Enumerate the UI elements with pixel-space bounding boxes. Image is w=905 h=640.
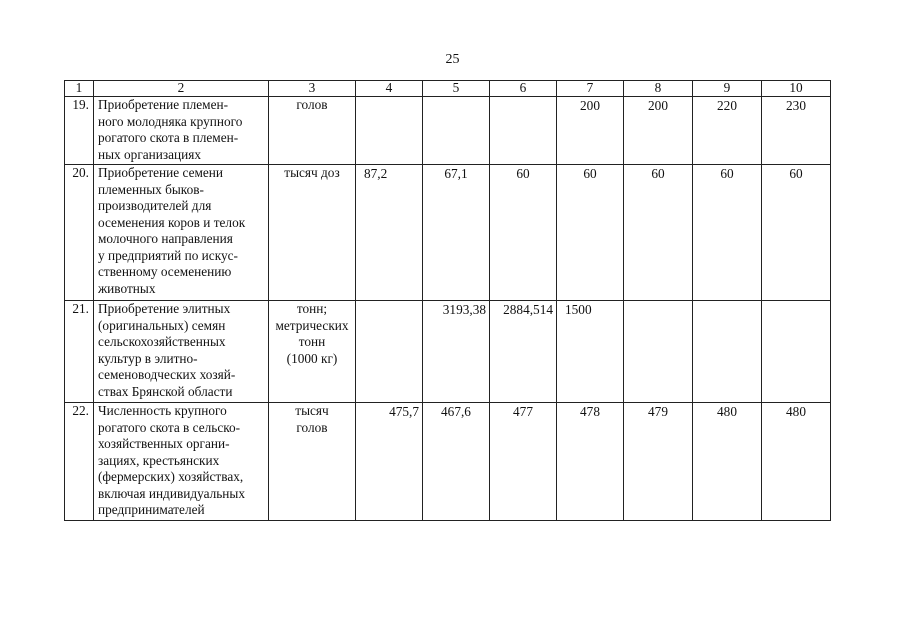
value-cell: 60 [624, 165, 693, 301]
indicator-name-line: культур в элитно- [98, 350, 198, 366]
indicator-name [94, 403, 269, 521]
table-row [65, 165, 831, 301]
column-header: 4 [356, 81, 423, 97]
indicator-name-line: молочного направления [98, 231, 233, 246]
indicator-name-line: рогатого скота в племен- [98, 130, 239, 145]
column-header: 6 [490, 81, 557, 97]
indicator-name-line: ствах Брянской области [98, 383, 233, 399]
value-cell: 67,1 [423, 165, 490, 301]
indicator-name-line: Приобретение семени [98, 165, 224, 180]
indicator-name-line: Приобретение племен- [98, 97, 229, 112]
value-cell: 477 [490, 403, 557, 521]
row-number: 22. [65, 403, 94, 521]
table-header-row [65, 81, 831, 97]
column-header: 2 [94, 81, 269, 97]
table-row [65, 403, 831, 521]
value-cell: 480 [762, 403, 831, 521]
indicator-name-line: (фермерских) хозяйствах, [98, 469, 244, 484]
value-cell: 230 [762, 97, 831, 165]
unit-line: тысяч [295, 403, 329, 418]
column-header: 1 [65, 81, 94, 97]
row-number: 21. [65, 301, 94, 403]
column-header: 5 [423, 81, 490, 97]
indicator-name-line: у предприятий по искус- [98, 247, 238, 263]
unit-line: тысяч доз [284, 165, 340, 180]
indicator-name-line: производителей для [98, 198, 212, 213]
value-cell: 220 [693, 97, 762, 165]
indicator-name-line: предпринимателей [98, 502, 205, 517]
value-cell [490, 97, 557, 165]
unit-line: тонн; [296, 301, 328, 316]
indicator-name-line: включая индивидуальных [98, 485, 245, 501]
indicator-name [94, 97, 269, 165]
indicator-name-line: сельскохозяйственных [98, 334, 226, 349]
indicator-name [94, 301, 269, 403]
indicator-name-line: осеменения коров и телок [98, 214, 246, 230]
column-header: 7 [557, 81, 624, 97]
value-cell: 87,2 [356, 165, 423, 301]
column-header: 9 [693, 81, 762, 97]
value-cell [356, 97, 423, 165]
value-cell [762, 301, 831, 403]
value-cell [423, 97, 490, 165]
indicator-name-line: животных [98, 280, 156, 296]
value-cell: 2884,514 [490, 301, 557, 403]
table-row [65, 301, 831, 403]
value-cell: 60 [762, 165, 831, 301]
data-table [64, 80, 831, 521]
unit-line: голов [296, 419, 328, 435]
unit-line: (1000 кг) [286, 350, 338, 366]
value-cell: 60 [490, 165, 557, 301]
value-cell: 478 [557, 403, 624, 521]
column-header: 8 [624, 81, 693, 97]
row-number: 19. [65, 97, 94, 165]
page-number: 25 [445, 52, 460, 67]
unit-line: метрических [275, 317, 349, 333]
indicator-name-line: ного молодняка крупного [98, 113, 243, 129]
indicator-name-line: Численность крупного [98, 403, 227, 418]
table-row [65, 97, 831, 165]
value-cell: 480 [693, 403, 762, 521]
value-cell: 479 [624, 403, 693, 521]
value-cell: 200 [557, 97, 624, 165]
value-cell: 60 [693, 165, 762, 301]
column-header: 10 [762, 81, 831, 97]
value-cell: 1500 [557, 301, 624, 403]
indicator-name-line: Приобретение элитных [98, 301, 231, 316]
value-cell: 475,7 [356, 403, 423, 521]
column-header: 3 [269, 81, 356, 97]
unit-of-measure [269, 97, 356, 165]
unit-line: тонн [298, 334, 326, 349]
indicator-name-line: рогатого скота в сельско- [98, 419, 241, 435]
indicator-name-line: племенных быков- [98, 181, 204, 197]
row-number: 20. [65, 165, 94, 301]
indicator-name [94, 165, 269, 301]
indicator-name-line: (оригинальных) семян [98, 317, 226, 333]
value-cell [624, 301, 693, 403]
indicator-name-line: семеноводческих хозяй- [98, 367, 236, 382]
value-cell: 60 [557, 165, 624, 301]
unit-of-measure [269, 301, 356, 403]
value-cell: 3193,38 [423, 301, 490, 403]
indicator-name-line: зациях, крестьянских [98, 452, 220, 468]
unit-of-measure [269, 403, 356, 521]
indicator-name-line: ственному осеменению [98, 264, 232, 279]
unit-of-measure [269, 165, 356, 301]
value-cell [693, 301, 762, 403]
indicator-name-line: хозяйственных органи- [98, 436, 230, 451]
value-cell: 467,6 [423, 403, 490, 521]
indicator-name-line: ных организациях [98, 146, 202, 162]
unit-line: голов [296, 97, 328, 112]
value-cell: 200 [624, 97, 693, 165]
value-cell [356, 301, 423, 403]
